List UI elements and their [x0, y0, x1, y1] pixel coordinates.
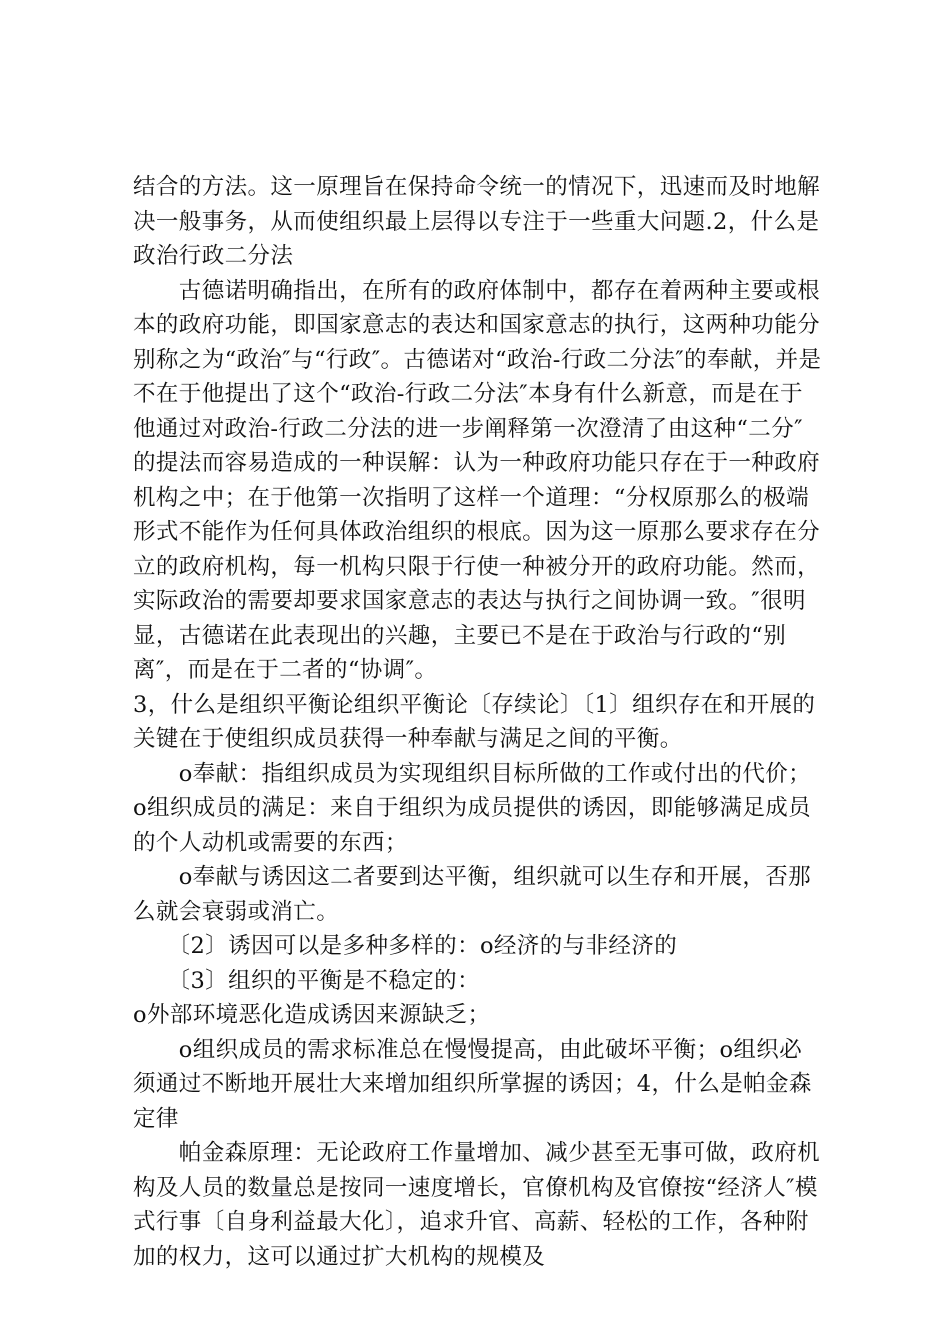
paragraph-2: 古德诺明确指出，在所有的政府体制中，都存在着两种主要或根本的政府功能，即国家意志的表达和国家意志的执行，这两种功能分别称之为“政治″与“行政″。古德诺对“政治-行政二分法″的奉献，并是不在于他提出了这个“政治-行政二分法″本身有什么新意，而是在于他通过对政治-行政二分法的进一步阐释第一次澄清了由这种“二分″的提法而容易造成的一种误解：认为一种政府功能只存在于一种政府机构之中；在于他第一次指明了这样一个道理：“分权原那么的极端形式不能作为任何具体政治组织的根底。因为这一原那么要求存在分立的政府机构，每一机构只限于行使一种被分开的政府功能。然而，实际政治的需要却要求国家意志的表达与执行之间协调一致。″很明显，古德诺在此表现出的兴趣，主要已不是在于政治与行政的“别离″，而是在于二者的“协调″。: [133, 277, 822, 683]
paragraph-4: o奉献：指组织成员为实现组织目标所做的工作或付出的代价；o组织成员的满足：来自于组织为成员提供的诱因，即能够满足成员的个人动机或需要的东西；: [133, 760, 812, 856]
paragraph-3: 3，什么是组织平衡论组织平衡论〔存续论〕〔1〕组织存在和开展的关键在于使组织成员获得一种奉献与满足之间的平衡。: [133, 691, 816, 752]
paragraph-9: o组织成员的需求标准总在慢慢提高，由此破坏平衡；o组织必须通过不断地开展壮大来增加组织所掌握的诱因；4，什么是帕金森定律: [133, 1036, 812, 1132]
paragraph-7: 〔3〕组织的平衡是不稳定的：: [133, 967, 480, 994]
paragraph-5: o奉献与诱因这二者要到达平衡，组织就可以生存和开展，否那么就会衰弱或消亡。: [133, 864, 812, 925]
paragraph-8: o外部环境恶化造成诱因来源缺乏；: [133, 1002, 491, 1028]
paragraph-10: 帕金森原理：无论政府工作量增加、减少甚至无事可做，政府机构及人员的数量总是按同一速度增长，官僚机构及官僚按“经济人″模式行事〔自身利益最大化〕，追求升官、高薪、轻松的工作，各种附加的权力，这可以通过扩大机构的规模及: [133, 1140, 821, 1270]
paragraph-6: 〔2〕诱因可以是多种多样的：o经济的与非经济的: [133, 933, 678, 959]
paragraph-1: 结合的方法。这一原理旨在保持命令统一的情况下，迅速而及时地解决一般事务，从而使组织最上层得以专注于一些重大问题.2，什么是政治行政二分法: [133, 174, 821, 269]
document-body: [133, 170, 823, 1274]
